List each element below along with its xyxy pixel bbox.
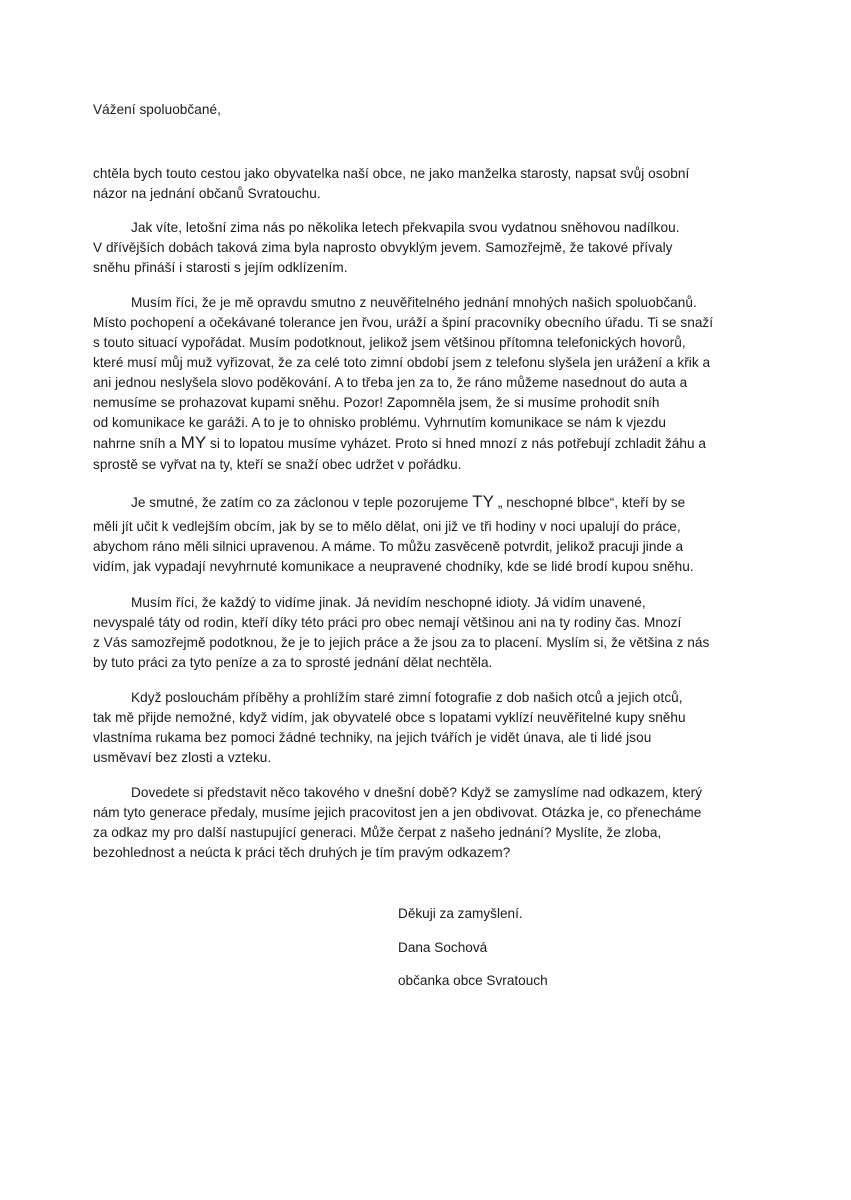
paragraph-7-line-3: za odkaz my pro další nastupující generaci. Může čerpat z našeho jednání? Myslíte, že zloba, [93, 825, 662, 840]
paragraph-4-line-1-end: „ neschopné blbce“, kteří by se [494, 495, 686, 510]
paragraph-5-line-1: Musím říci, že každý to vidíme jinak. Já nevidím neschopné idioty. Já vidím unavené, [131, 595, 646, 610]
paragraph-6-line-3: vlastníma rukama bez pomoci žádné techniky, na jejich tvářích je vidět únava, ale ti lidé jsou [93, 730, 652, 745]
paragraph-7-line-2: nám tyto generace předaly, musíme jejich pracovitost jen a jen obdivovat. Otázka je, co přenecháme [93, 805, 702, 820]
emphasis-ty: TY [472, 492, 495, 511]
signature-role: občanka obce Svratouch [398, 973, 548, 988]
closing-line: Děkuji za zamyšlení. [398, 906, 523, 921]
paragraph-2-line-3: sněhu přináší i starosti s jejím odklízením. [93, 260, 348, 275]
paragraph-3-line-8-start: nahrne sníh a [93, 436, 181, 451]
paragraph-4-line-2: měli jít učit k vedlejším obcím, jak by se to mělo dělat, oni již ve tři hodiny v noci upalují do práce, [93, 519, 681, 534]
paragraph-4-line-3: abychom ráno měli silnici upravenou. A máme. To můžu zasvěceně potvrdit, jelikož pracuji jinde a [93, 539, 684, 554]
paragraph-3-line-6: nemusíme se prohazovat kupami sněhu. Pozor! Zapomněla jsem, že si musíme prohodit sníh [93, 395, 660, 410]
paragraph-3-line-5: ani jednou neslyšela slovo poděkování. A to třeba jen za to, že ráno můžeme nasednout do auta a [93, 375, 688, 390]
paragraph-3-line-8-end: si to lopatou musíme vyházet. Proto si hned mnozí z nás potřebují zchladit žáhu a [206, 436, 707, 451]
paragraph-6-line-4: usměvaví bez zlosti a vzteku. [93, 750, 272, 765]
paragraph-7-line-4: bezohlednost a neúcta k práci těch druhých je tím pravým odkazem? [93, 845, 511, 860]
paragraph-3-line-7: od komunikace ke garáži. A to je to ohnisko problému. Vyhrnutím komunikace se nám k vjezdu [93, 415, 666, 430]
paragraph-2-line-2: V dřívějších dobách taková zima byla naprosto obvyklým jevem. Samozřejmě, že takové přívaly [93, 240, 673, 255]
paragraph-2-line-1: Jak víte, letošní zima nás po několika letech překvapila svou vydatnou sněhovou nadílkou. [131, 220, 680, 235]
paragraph-3-line-1: Musím říci, že je mě opravdu smutno z neuvěřitelného jednání mnohých našich spoluobčanů. [131, 295, 697, 310]
paragraph-3-line-4: které musí můj muž vyřizovat, že za celé toto zimní období jsem z telefonu slyšela jen urážení a křik a [93, 355, 711, 370]
paragraph-6-line-2: tak mě přijde nemožné, když vidím, jak obyvatelé obce s lopatami vyklízí neuvěřitelné kupy sněhu [93, 710, 686, 725]
paragraph-4-line-1-start: Je smutné, že zatím co za záclonou v teple pozorujeme [131, 495, 473, 510]
paragraph-3-line-8 [93, 434, 706, 453]
paragraph-3-line-3: s touto situací vypořádat. Musím podotknout, jelikož jsem většinou přítomna telefonických hovorů, [93, 335, 686, 350]
salutation: Vážení spoluobčané, [93, 102, 221, 117]
paragraph-5-line-3: z Vás samozřejmě podotknou, že je to jejich práce a že jsou za to placení. Myslím si, že většina z nás [93, 635, 710, 650]
paragraph-7-line-1: Dovedete si představit něco takového v dnešní době? Když se zamyslíme nad odkazem, který [131, 785, 703, 800]
paragraph-5-line-2: nevyspalé táty od rodin, kteří díky této práci pro obec nemají většinou ani na ty rodiny čas. Mnozí [93, 615, 682, 630]
paragraph-5-line-4: by tuto práci za tyto peníze a za to sprosté jednání dělat nechtěla. [93, 655, 493, 670]
signature-name: Dana Sochová [398, 940, 488, 955]
paragraph-1-line-1: chtěla bych touto cestou jako obyvatelka naší obce, ne jako manželka starosty, napsat svůj osobní [93, 166, 690, 181]
paragraph-1-line-2: názor na jednání občanů Svratouchu. [93, 186, 321, 201]
paragraph-4-line-4: vidím, jak vypadají nevyhrnuté komunikace a neupravené chodníky, kde se lidé brodí kupou sněhu. [93, 559, 694, 574]
paragraph-3-line-2: Místo pochopení a očekávané tolerance jen řvou, uráží a špiní pracovníky obecního úřadu. Ti se snaží [93, 315, 714, 330]
paragraph-3-line-9: sprostě se vyřvat na ty, kteří se snaží obec udržet v pořádku. [93, 457, 462, 472]
paragraph-4-line-1 [131, 493, 685, 512]
emphasis-my: MY [180, 433, 207, 452]
paragraph-6-line-1: Když poslouchám příběhy a prohlížím staré zimní fotografie z dob našich otců a jejich otců, [131, 690, 683, 705]
